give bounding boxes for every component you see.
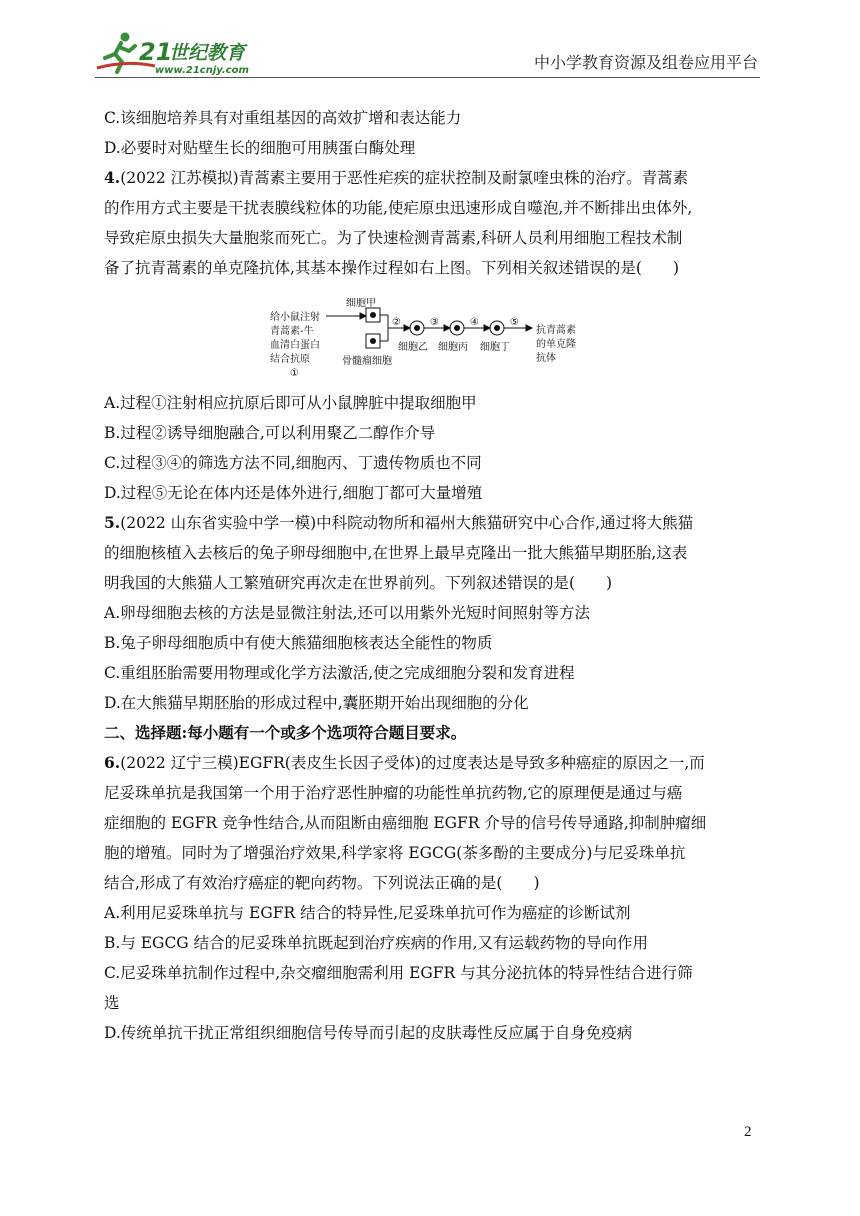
myeloma-label: 骨髓瘤细胞: [342, 356, 392, 367]
diagram-left-text: 青蒿素-牛: [270, 326, 314, 337]
result-label: 的单克隆: [536, 339, 576, 350]
svg-text:www.21cnjy.com: www.21cnjy.com: [155, 65, 249, 76]
question-6-stem: 6.(2022 辽宁三模)EGFR(表皮生长因子受体)的过度表达是导致多种癌症的原因之一,而: [104, 753, 705, 772]
option-line: B.兔子卵母细胞质中有使大熊猫细胞核表达全能性的物质: [104, 634, 493, 652]
option-line: C.重组胚胎需要用物理或化学方法激活,使之完成细胞分裂和发育进程: [104, 664, 575, 682]
svg-text:世纪教育: 世纪教育: [169, 42, 246, 64]
question-6-stem: 结合,形成了有效治疗癌症的靶向药物。下列说法正确的是( ): [104, 874, 540, 892]
option-line: A.利用尼妥珠单抗与 EGFR 结合的特异性,尼妥珠单抗可作为癌症的诊断试剂: [104, 904, 631, 922]
cell-a-label: 细胞甲: [346, 298, 376, 309]
question-5-stem: 的细胞核植入去核后的兔子卵母细胞中,在世界上最早克隆出一批大熊猫早期胚胎,这表: [104, 544, 688, 562]
step-3: ③: [430, 317, 439, 328]
question-6-stem: 胞的增殖。同时为了增强治疗效果,科学家将 EGCG(茶多酚的主要成分)与尼妥珠单抗: [104, 844, 686, 862]
question-5-stem: 5.(2022 山东省实验中学一模)中科院动物所和福州大熊猫研究中心合作,通过将大熊猫: [104, 513, 694, 532]
diagram-left-text: 给小鼠注射: [270, 312, 320, 323]
platform-name: 中小学教育资源及组卷应用平台: [533, 53, 758, 72]
option-line: A.卵母细胞去核的方法是显微注射法,还可以用紫外光短时间照射等方法: [104, 604, 591, 622]
cell-c-label: 细胞丙: [438, 342, 468, 353]
option-line: C.过程③④的筛选方法不同,细胞丙、丁遗传物质也不同: [104, 454, 482, 472]
question-4-stem: 的作用方式主要是干扰表膜线粒体的功能,使疟原虫迅速形成自噬泡,并不断排出虫体外,: [104, 199, 693, 217]
monoclonal-antibody-diagram: [270, 298, 620, 398]
option-line: 选: [104, 994, 120, 1012]
question-4-stem: 备了抗青蒿素的单克隆抗体,其基本操作过程如右上图。下列相关叙述错误的是( ): [104, 259, 680, 277]
diagram-left-text: 结合抗原: [270, 354, 310, 365]
question-4-stem: 4.(2022 江苏模拟)青蒿素主要用于恶性疟疾的症状控制及耐氯喹虫株的治疗。青蒿素: [104, 168, 689, 187]
step-2: ②: [392, 317, 401, 328]
diagram-left-text: 血清白蛋白: [270, 340, 320, 351]
option-line: B.与 EGCG 结合的尼妥珠单抗既起到治疗疾病的作用,又有运载药物的导向作用: [104, 934, 649, 952]
option-line: D.必要时对贴壁生长的细胞可用胰蛋白酶处理: [104, 139, 416, 157]
question-4-stem: 导致疟原虫损失大量胞浆而死亡。为了快速检测青蒿素,科研人员利用细胞工程技术制: [104, 229, 683, 247]
header-divider: [95, 77, 760, 78]
diagram-step-1: ①: [290, 368, 299, 379]
result-label: 抗体: [536, 353, 556, 364]
option-line: D.过程⑤无论在体内还是体外进行,细胞丁都可大量增殖: [104, 484, 483, 502]
option-line: D.传统单抗干扰正常组织细胞信号传导而引起的皮肤毒性反应属于自身免疫病: [104, 1024, 633, 1042]
question-6-stem: 尼妥珠单抗是我国第一个用于治疗恶性肿瘤的功能性单抗药物,它的原理便是通过与癌: [104, 784, 683, 802]
option-line: B.过程②诱导细胞融合,可以利用聚乙二醇作介导: [104, 424, 436, 442]
question-5-stem: 明我国的大熊猫人工繁殖研究再次走在世界前列。下列叙述错误的是( ): [104, 574, 613, 592]
svg-text:21: 21: [139, 38, 173, 66]
option-line: A.过程①注射相应抗原后即可从小鼠脾脏中提取细胞甲: [104, 394, 477, 412]
cell-b-label: 细胞乙: [398, 342, 428, 353]
page-number: 2: [744, 1124, 752, 1140]
option-line: C.该细胞培养具有对重组基因的高效扩增和表达能力: [104, 109, 462, 127]
option-line: D.在大熊猫早期胚胎的形成过程中,囊胚期开始出现细胞的分化: [104, 694, 529, 712]
section-heading: 二、选择题:每小题有一个或多个选项符合题目要求。: [104, 723, 467, 742]
question-6-stem: 症细胞的 EGFR 竞争性结合,从而阻断由癌细胞 EGFR 介导的信号传导通路,抑制肿瘤细: [104, 814, 707, 832]
result-label: 抗青蒿素: [536, 325, 576, 336]
option-line: C.尼妥珠单抗制作过程中,杂交瘤细胞需利用 EGFR 与其分泌抗体的特异性结合进行筛: [104, 964, 693, 982]
site-logo: [95, 30, 265, 76]
step-5: ⑤: [510, 317, 519, 328]
step-4: ④: [470, 317, 479, 328]
document-body: [104, 103, 764, 1048]
cell-d-label: 细胞丁: [480, 342, 510, 353]
page-header: [95, 30, 760, 80]
